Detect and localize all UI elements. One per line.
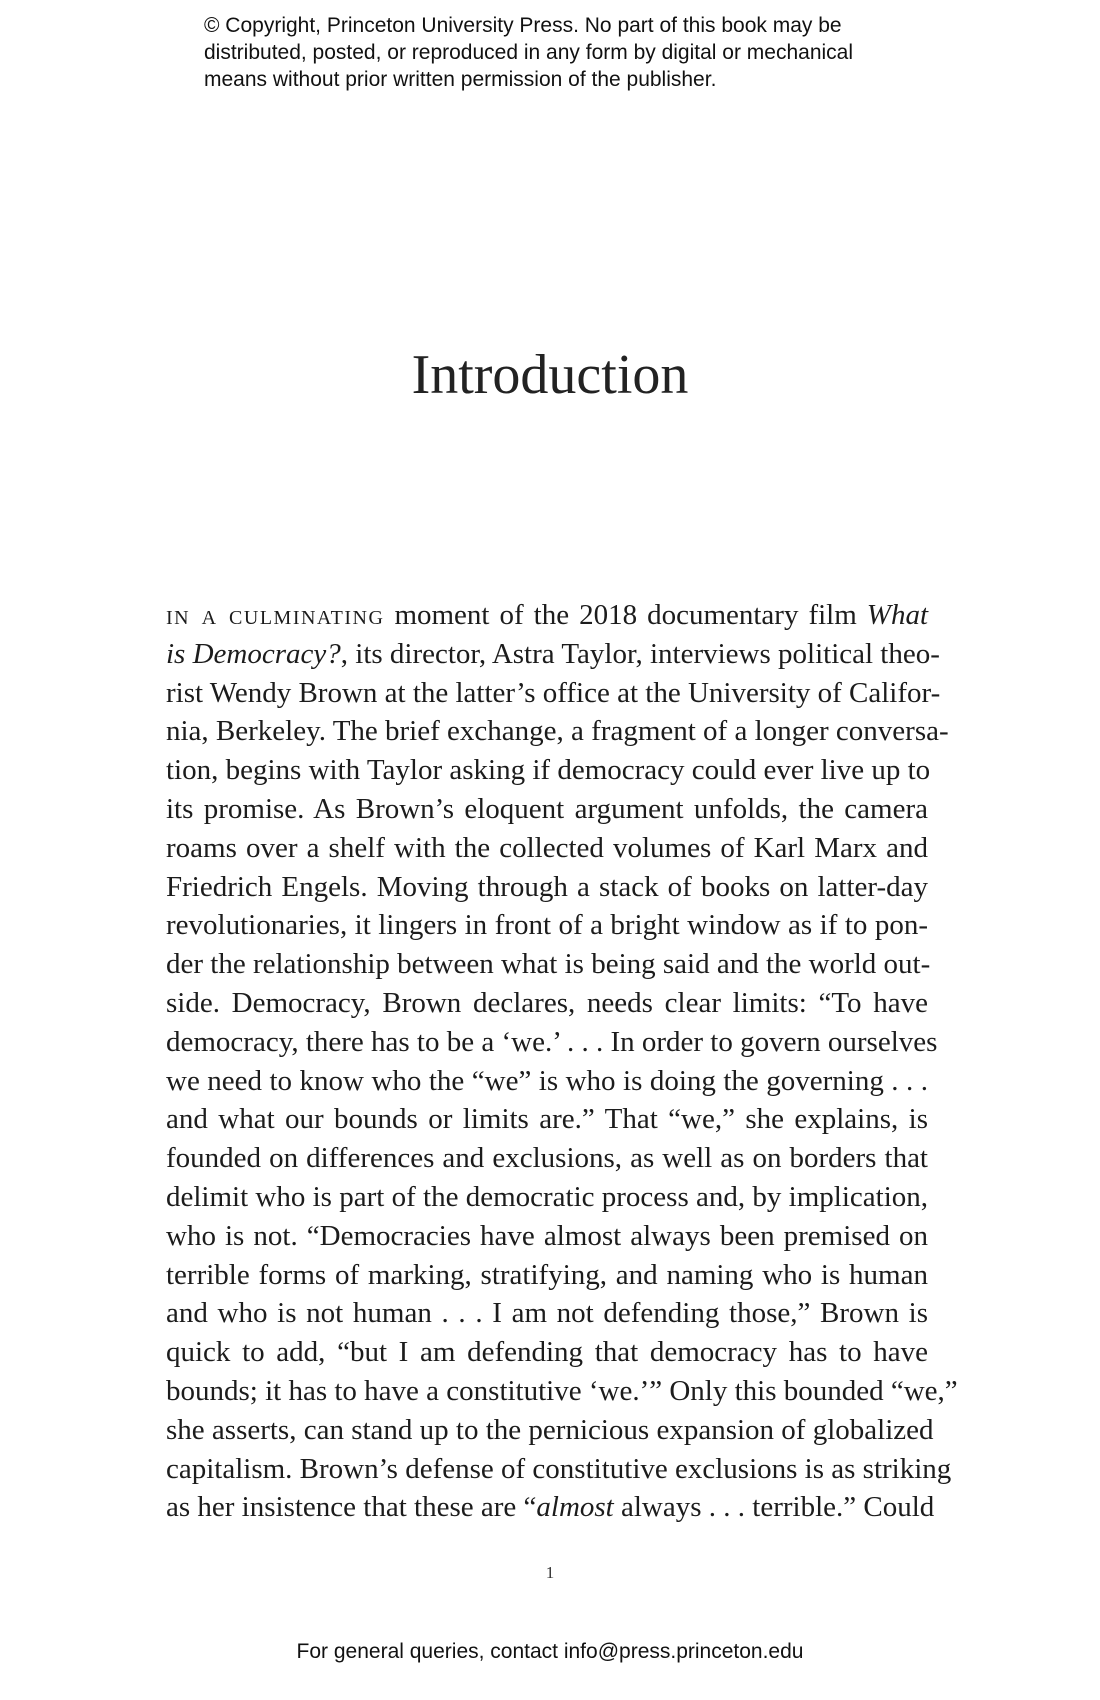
text-line: terrible forms of marking, stratifying, and naming who is human	[166, 1258, 928, 1291]
copyright-notice	[204, 12, 964, 93]
film-title-italic: is Democracy?	[166, 637, 341, 670]
text-line: delimit who is part of the democratic process and, by implication,	[166, 1180, 928, 1213]
text-line	[166, 596, 928, 635]
text-line: bounds; it has to have a constitutive ‘we.’” Only this bounded “we,”	[166, 1374, 958, 1407]
text-span: always . . . terrible.” Could	[613, 1491, 935, 1524]
text-line: revolutionaries, it lingers in front of a bright window as if to pon-	[166, 909, 928, 942]
text-line: der the relationship between what is being said and the world out-	[166, 948, 931, 981]
text-span: as her insistence that these are “	[166, 1491, 537, 1524]
emphasis-italic: almost	[536, 1491, 614, 1524]
film-title-italic: What	[866, 599, 928, 631]
copyright-line: distributed, posted, or reproduced in any form by digital or mechanical	[204, 41, 854, 64]
text-span: , its director, Astra Taylor, interviews political theo-	[340, 637, 940, 670]
text-line: Friedrich Engels. Moving through a stack of books on latter-day	[166, 870, 928, 903]
text-line: who is not. “Democracies have almost always been premised on	[166, 1219, 928, 1252]
text-line	[166, 1488, 935, 1527]
text-line: its promise. As Brown’s eloquent argument unfolds, the camera	[166, 792, 928, 825]
text-line: and who is not human . . . I am not defending those,” Brown is	[166, 1297, 928, 1330]
text-line: democracy, there has to be a ‘we.’ . . . In order to govern ourselves	[166, 1025, 938, 1058]
chapter-title: Introduction	[411, 344, 689, 406]
text-line: nia, Berkeley. The brief exchange, a fragment of a longer conversa-	[166, 715, 949, 748]
copyright-line: © Copyright, Princeton University Press. No part of this book may be	[204, 14, 842, 37]
text-line: side. Democracy, Brown declares, needs clear limits: “To have	[166, 986, 928, 1019]
copyright-line: means without prior written permission of the publisher.	[204, 68, 717, 91]
text-line: tion, begins with Taylor asking if democracy could ever live up to	[166, 754, 931, 787]
text-line: capitalism. Brown’s defense of constitutive exclusions is as striking	[166, 1452, 952, 1485]
text-line: rist Wendy Brown at the latter’s office at the University of Califor-	[166, 676, 941, 709]
opening-small-caps: in a culminating	[166, 599, 385, 631]
text-line: we need to know who the “we” is who is doing the governing . . .	[166, 1064, 928, 1097]
text-line: and what our bounds or limits are.” That “we,” she explains, is	[166, 1103, 928, 1136]
footer-contact: For general queries, contact info@press.princeton.edu	[296, 1640, 804, 1663]
text-line: founded on differences and exclusions, as well as on borders that	[166, 1142, 928, 1175]
text-line: she asserts, can stand up to the pernicious expansion of globalized	[166, 1413, 934, 1446]
text-span: moment of the 2018 documentary film	[384, 599, 867, 631]
text-line	[166, 635, 940, 674]
body-paragraph	[166, 596, 958, 1527]
page-number: 1	[545, 1563, 555, 1582]
text-line: quick to add, “but I am defending that democracy has to have	[166, 1336, 928, 1369]
text-line: roams over a shelf with the collected volumes of Karl Marx and	[166, 831, 928, 864]
